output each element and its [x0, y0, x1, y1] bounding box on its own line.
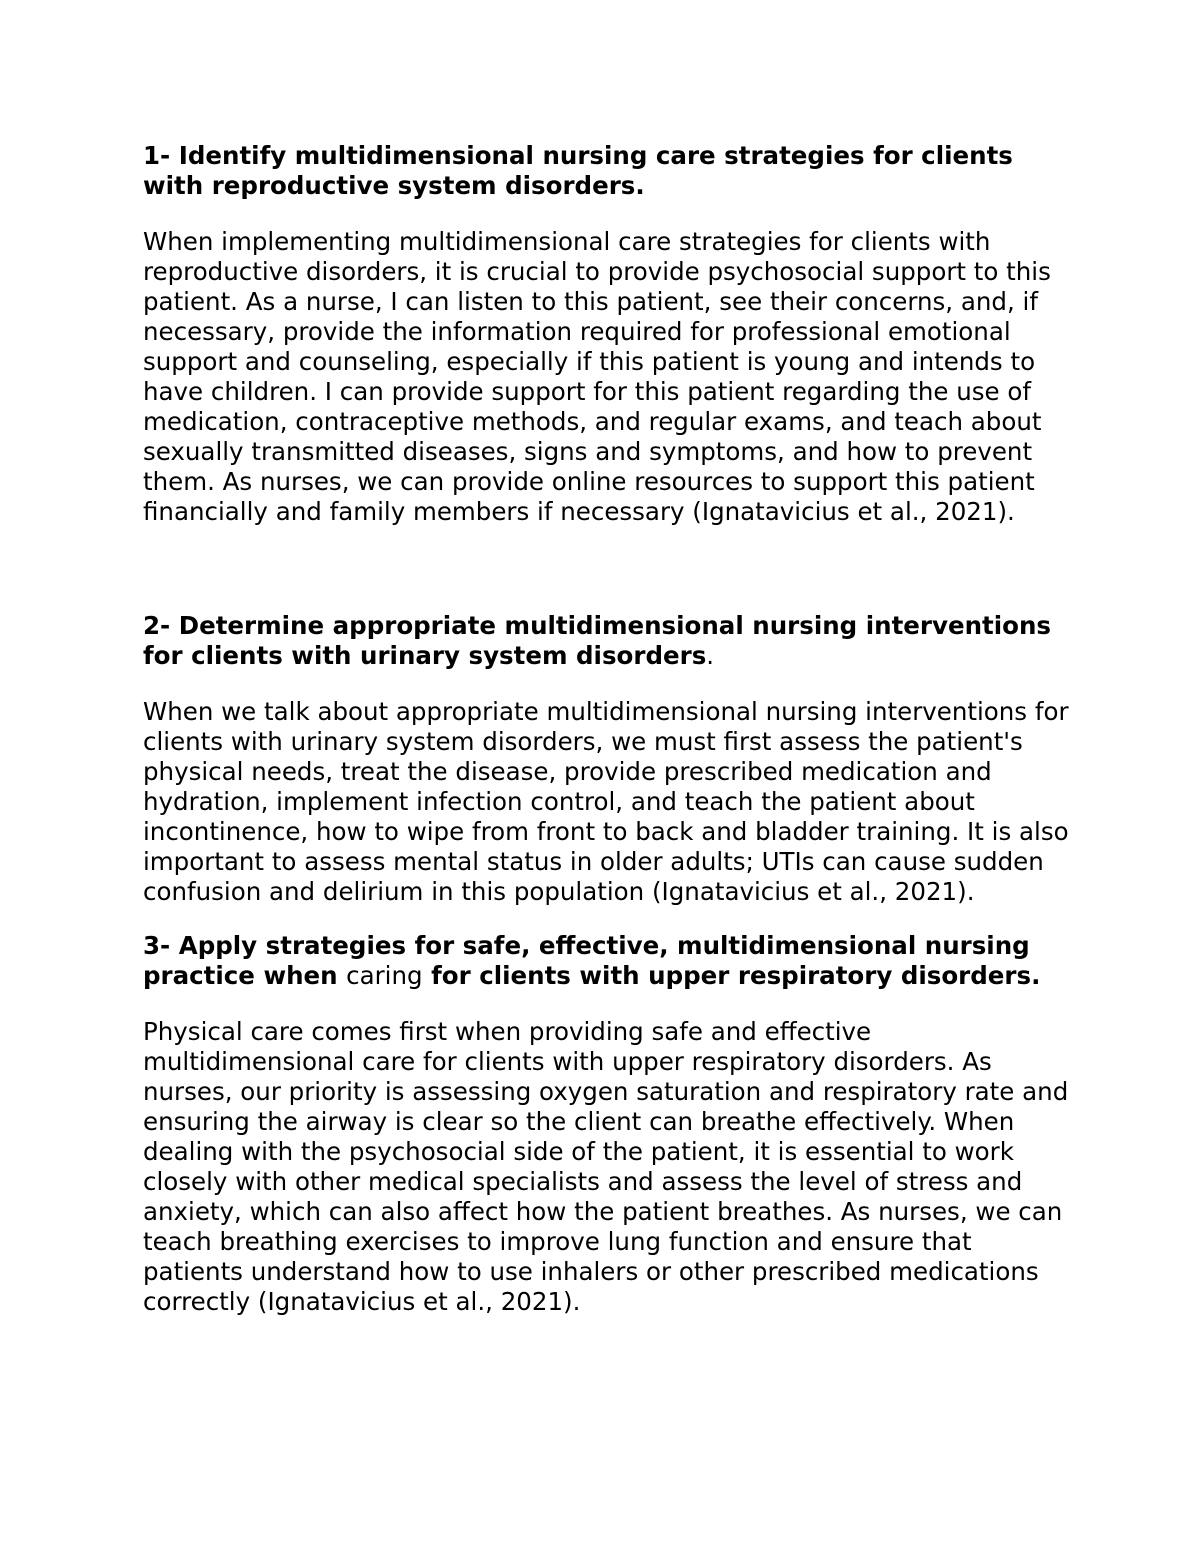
section-1-heading-text: 1- Identify multidimensional nursing care strategies for clients with reproductive system disorders.: [143, 141, 1013, 200]
section-2-body: When we talk about appropriate multidimensional nursing interventions for clients with urinary system disorders, we must first assess the patient's physical needs, treat the disease, provide prescribed medication and hydration, implement infection control, and teach the patient about incontinence, how to wipe from front to back and bladder training. It is also important to assess mental status in older adults; UTIs can cause sudden confusion and delirium in this population (Ignatavicius et al., 2021).: [143, 697, 1069, 906]
section-2-heading-period: .: [706, 641, 715, 670]
section-3-heading: [143, 931, 1078, 991]
section-3-body: Physical care comes first when providing safe and effective multidimensional care for clients with upper respiratory disorders. As nurses, our priority is assessing oxygen saturation and respiratory rate and ensuring the airway is clear so the client can breathe effectively. When dealing with the psychosocial side of the patient, it is essential to work closely with other medical specialists and assess the level of stress and anxiety, which can also affect how the patient breathes. As nurses, we can teach breathing exercises to improve lung function and ensure that patients understand how to use inhalers or other prescribed medications correctly (Ignatavicius et al., 2021).: [143, 1017, 1069, 1316]
document-page: [143, 141, 1078, 1317]
section-3-heading-text-a: 3- Apply strategies for safe, effective, multidimensional nursing practice when: [143, 931, 1030, 990]
section-2-heading: [143, 611, 1078, 671]
section-3-heading-text-b: caring: [346, 961, 423, 990]
section-2-heading-text: 2- Determine appropriate multidimensional nursing interventions for clients with urinary system disorders: [143, 611, 1051, 670]
section-1-heading: [143, 141, 1078, 201]
section-1-body: When implementing multidimensional care strategies for clients with reproductive disorders, it is crucial to provide psychosocial support to this patient. As a nurse, I can listen to this patient, see their concerns, and, if necessary, provide the information required for professional emotional support and counseling, especially if this patient is young and intends to have children. I can provide support for this patient regarding the use of medication, contraceptive methods, and regular exams, and teach about sexually transmitted diseases, signs and symptoms, and how to prevent them. As nurses, we can provide online resources to support this patient financially and family members if necessary (Ignatavicius et al., 2021).: [143, 227, 1051, 526]
section-3-heading-text-c: for clients with upper respiratory disorders.: [422, 961, 1041, 990]
